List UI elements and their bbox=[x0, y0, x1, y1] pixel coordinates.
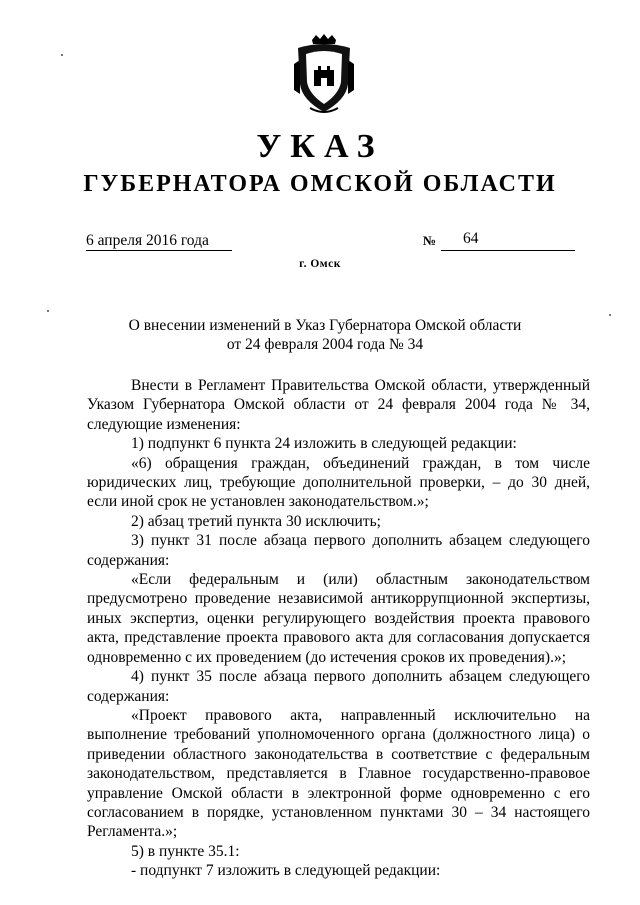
paragraph: 2) абзац третий пункта 30 исключить; bbox=[131, 512, 381, 530]
paragraph: «Если федеральным и (или) областным законодательством предусмотрено проведение независимой антикоррупционной экспертизы, иных экспертиз, оценки регулирующего воздействия проекта правового акта, представление проекта правового акта для согласования допускается одновременно с их проведением (до истечения сроков их проведения).»; bbox=[87, 571, 590, 666]
paragraph: 3) пункт 31 после абзаца первого дополнить абзацем следующего содержания: bbox=[87, 532, 590, 569]
scan-speck bbox=[61, 54, 63, 56]
document-date: 6 апреля 2016 года bbox=[86, 232, 232, 251]
paragraph: 1) подпункт 6 пункта 24 изложить в следующей редакции: bbox=[131, 435, 517, 453]
coat-of-arms-icon bbox=[290, 34, 358, 116]
paragraph: «Проект правового акта, направленный исключительно на выполнение требований уполномоченного органа (должностного лица) о приведении областного законодательства в соответствие с федеральным законодательством, представляется в Главное государственно-правовое управление Омской области в электронной форме одновременно с его согласованием в порядке, установленном пунктами 30 – 34 настоящего Регламента.»; bbox=[87, 706, 590, 841]
number-underline bbox=[441, 232, 575, 251]
paragraph: - подпункт 7 изложить в следующей редакции: bbox=[131, 862, 441, 880]
document-body bbox=[87, 376, 590, 881]
document-subtitle: ГУБЕРНАТОРА ОМСКОЙ ОБЛАСТИ bbox=[83, 171, 557, 197]
scan-speck bbox=[609, 314, 611, 316]
scan-speck bbox=[47, 310, 49, 312]
heading-line-1: О внесении изменений в Указ Губернатора Омской области bbox=[128, 317, 522, 334]
paragraph: 5) в пункте 35.1: bbox=[131, 842, 240, 860]
number-label: № bbox=[423, 233, 437, 248]
document-title: УКАЗ bbox=[256, 128, 384, 165]
document-number: 64 bbox=[463, 230, 479, 247]
paragraph: «6) обращения граждан, объединений граждан, в том числе юридических лиц, требующие дополнительной проверки, – до 30 дней, если иной срок не установлен законодательством.»; bbox=[87, 454, 590, 511]
heading-line-2: от 24 февраля 2004 года № 34 bbox=[226, 336, 424, 353]
paragraph: Внести в Регламент Правительства Омской области, утвержденный Указом Губернатора Омской области от 24 февраля 2004 года № 34, следующие изменения: bbox=[87, 377, 590, 433]
document-heading bbox=[80, 316, 570, 354]
document-city: г. Омск bbox=[299, 258, 341, 270]
paragraph: 4) пункт 35 после абзаца первого дополнить абзацем следующего содержания: bbox=[87, 668, 590, 705]
